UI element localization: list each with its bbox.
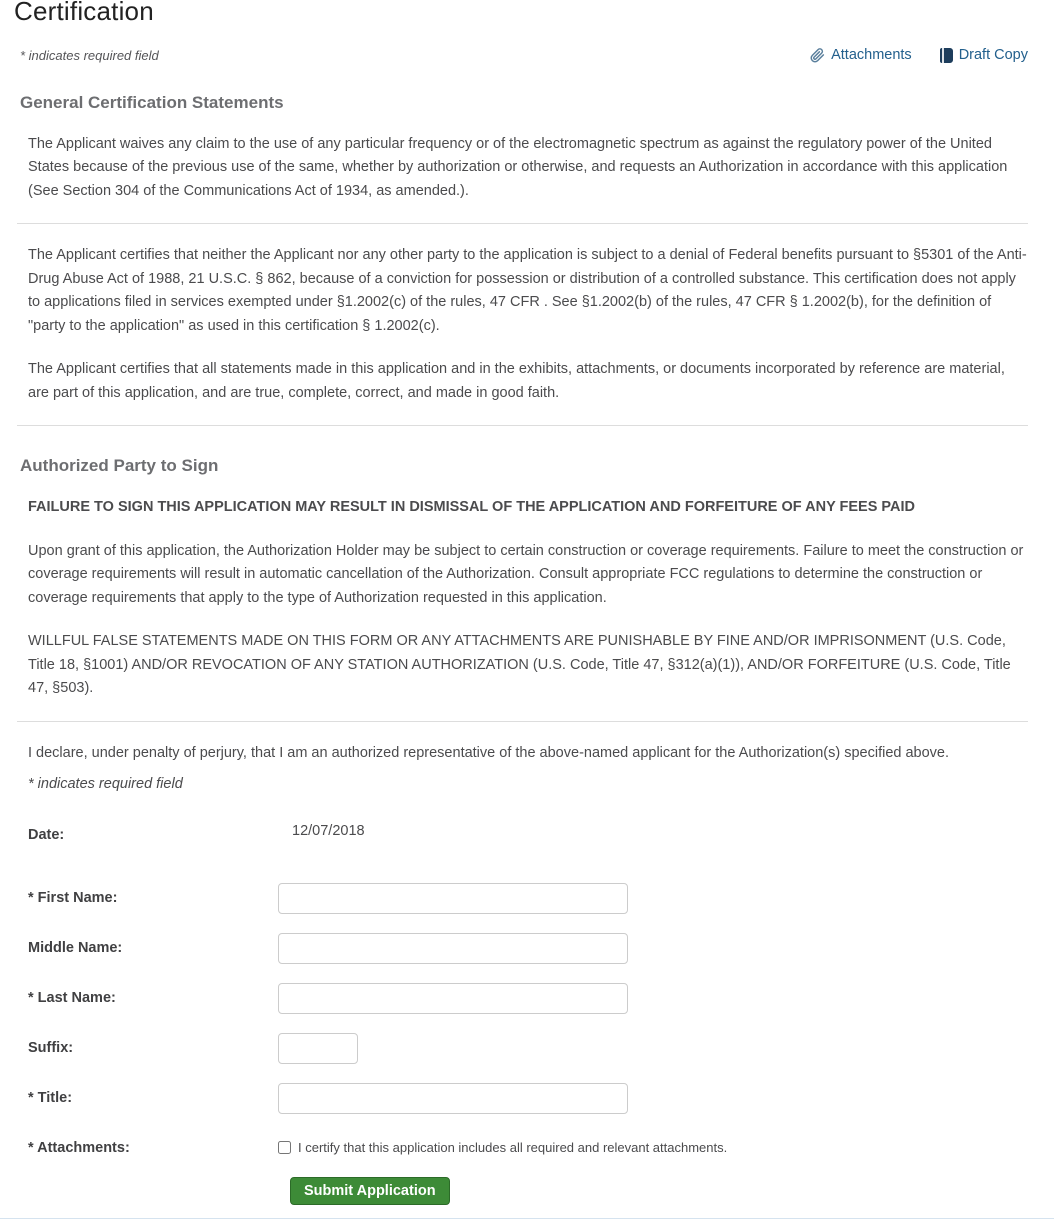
suffix-label: Suffix: bbox=[28, 1040, 74, 1057]
signature-form bbox=[0, 821, 1054, 1205]
draft-copy-link-label: Draft Copy bbox=[958, 47, 1028, 63]
middle-name-label: Middle Name: bbox=[28, 940, 123, 957]
attachments-row bbox=[0, 1133, 1054, 1163]
divider bbox=[17, 223, 1028, 224]
required-field-note-2: * indicates required field bbox=[28, 776, 183, 793]
attachments-certify-label: I certify that this application includes all required and relevant attachments. bbox=[298, 1140, 728, 1156]
page-title: Certification bbox=[14, 0, 154, 26]
last-name-input[interactable] bbox=[278, 983, 628, 1014]
divider bbox=[17, 721, 1028, 722]
last-name-row bbox=[0, 983, 1054, 1014]
general-paragraph-3: The Applicant certifies that all statements made in this application and in the exhibits, attachments, or documents incorporated by reference are material, are part of this application, and are true, complete, correct, and made in good faith. bbox=[28, 361, 1005, 401]
title-input[interactable] bbox=[278, 1083, 628, 1114]
toolbar bbox=[810, 47, 1028, 63]
meta-row bbox=[20, 47, 1028, 63]
suffix-input[interactable] bbox=[278, 1033, 358, 1064]
title-row bbox=[0, 1083, 1054, 1114]
submit-application-button[interactable]: Submit Application bbox=[290, 1177, 450, 1205]
paperclip-icon bbox=[810, 48, 825, 63]
middle-name-input[interactable] bbox=[278, 933, 628, 964]
title-label: * Title: bbox=[28, 1090, 73, 1107]
suffix-row bbox=[0, 1033, 1054, 1064]
first-name-row bbox=[0, 883, 1054, 914]
date-label: Date: bbox=[28, 826, 65, 843]
attachments-label: * Attachments: bbox=[28, 1139, 130, 1156]
divider bbox=[17, 425, 1028, 426]
general-paragraph-1: The Applicant waives any claim to the use of any particular frequency or of the electromagnetic spectrum as against the regulatory power of the United States because of the previous use of the same, whether by authorization or otherwise, and requests an Authorization in accordance with this application (See Section 304 of the Communications Act of 1934, as amended.). bbox=[28, 136, 1008, 199]
date-row bbox=[0, 821, 1054, 864]
grant-paragraph: Upon grant of this application, the Authorization Holder may be subject to certain construction or coverage requirements. Failure to meet the construction or coverage requirements will result in automatic cancellation of the Authorization. Consult appropriate FCC regulations to determine the construction or coverage requirements that apply to the type of Authorization requested in this application. bbox=[28, 542, 1024, 606]
authorized-party-heading: Authorized Party to Sign bbox=[20, 456, 219, 476]
attachments-link-label: Attachments bbox=[831, 47, 912, 63]
attachments-certify-checkbox[interactable] bbox=[278, 1141, 291, 1154]
required-field-note: * indicates required field bbox=[20, 47, 159, 63]
declaration-paragraph: I declare, under penalty of perjury, that I am an authorized representative of the above-named applicant for the Authorization(s) specified above. bbox=[28, 744, 950, 761]
first-name-label: * First Name: bbox=[28, 890, 118, 907]
middle-name-row bbox=[0, 933, 1054, 964]
general-certification-heading: General Certification Statements bbox=[20, 93, 284, 112]
failure-to-sign-warning: FAILURE TO SIGN THIS APPLICATION MAY RESULT IN DISMISSAL OF THE APPLICATION AND FORFEITURE OF ANY FEES PAID bbox=[28, 499, 915, 516]
willful-statements-paragraph: WILLFUL FALSE STATEMENTS MADE ON THIS FORM OR ANY ATTACHMENTS ARE PUNISHABLE BY FINE AND/OR IMPRISONMENT (U.S. Code, Title 18, §1001) AND/OR REVOCATION OF ANY STATION AUTHORIZATION (U.S. Code, Title 47, §312(a)(1)), AND/OR FORFEITURE (U.S. Code, Title 47, §503). bbox=[28, 633, 1011, 697]
date-value: 12/07/2018 bbox=[292, 822, 365, 839]
first-name-input[interactable] bbox=[278, 883, 628, 914]
draft-copy-link[interactable] bbox=[940, 47, 1028, 63]
attachments-link[interactable] bbox=[810, 47, 912, 63]
draft-copy-icon bbox=[940, 48, 953, 63]
general-paragraph-2: The Applicant certifies that neither the Applicant nor any other party to the application is subject to a denial of Federal benefits pursuant to §5301 of the Anti-Drug Abuse Act of 1988, 21 U.S.C. § 862, because of a conviction for possession or distribution of a controlled substance. This certification does not apply to applications filed in services exempted under §1.2002(c) of the rules, 47 CFR . See §1.2002(b) of the rules, 47 CFR § 1.2002(b), for the definition of "party to the application" as used in this certification § 1.2002(c). bbox=[28, 247, 1027, 334]
general-certification-section bbox=[0, 93, 1054, 426]
authorized-party-section bbox=[0, 456, 1054, 796]
last-name-label: * Last Name: bbox=[28, 990, 116, 1007]
attachments-checkbox-group bbox=[278, 1140, 727, 1155]
